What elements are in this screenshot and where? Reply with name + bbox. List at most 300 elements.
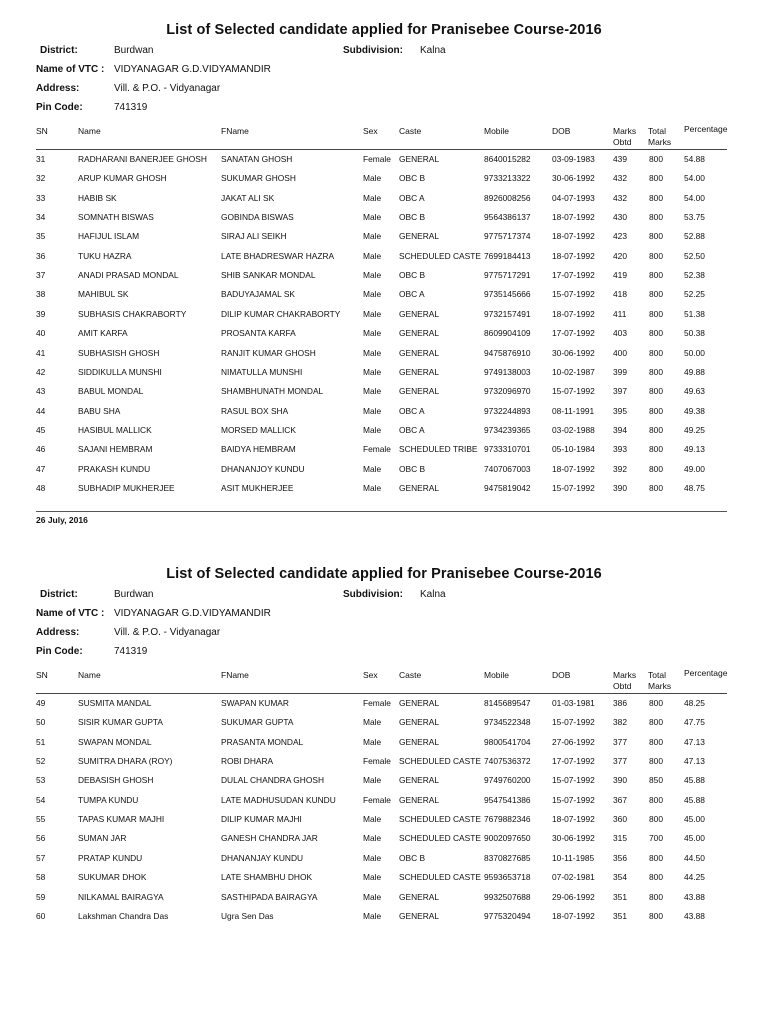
cell-sex: Male (363, 852, 382, 863)
cell-caste: OBC B (399, 212, 426, 223)
cell-fname: Ugra Sen Das (221, 910, 274, 921)
cell-sn: 60 (36, 910, 46, 921)
col-total-marks-header: Total Marks (648, 126, 672, 147)
cell-total-marks: 800 (649, 444, 663, 455)
cell-sn: 32 (36, 173, 46, 184)
cell-percentage: 47.13 (684, 756, 705, 767)
cell-percentage: 52.25 (684, 289, 705, 300)
cell-percentage: 43.88 (684, 910, 705, 921)
table-row (0, 892, 768, 911)
cell-dob: 01-03-1981 (552, 698, 595, 708)
cell-mobile: 8640015282 (484, 154, 531, 164)
cell-mobile: 9002097650 (484, 833, 531, 844)
cell-sn: 52 (36, 756, 46, 767)
cell-name: SAJANI HEMBRAM (78, 444, 153, 455)
cell-fname: PROSANTA KARFA (221, 328, 296, 339)
cell-caste: OBC A (399, 192, 425, 203)
cell-mobile: 9749760200 (484, 775, 531, 786)
cell-percentage: 52.50 (684, 250, 705, 261)
cell-mobile: 9733213322 (484, 173, 531, 184)
cell-mobile: 9775717291 (484, 270, 531, 281)
cell-fname: JAKAT ALI SK (221, 192, 275, 203)
cell-total-marks: 800 (649, 154, 663, 164)
table-row (0, 231, 768, 250)
table-row (0, 173, 768, 192)
cell-caste: OBC B (399, 852, 426, 863)
cell-caste: GENERAL (399, 482, 440, 493)
cell-total-marks: 800 (649, 794, 663, 805)
subdivision-label: Subdivision: (343, 589, 403, 600)
cell-fname: BAIDYA HEMBRAM (221, 444, 296, 455)
cell-dob: 18-07-1992 (552, 814, 595, 825)
cell-sn: 50 (36, 717, 46, 728)
col-fname-header: FName (221, 126, 249, 136)
cell-dob: 05-10-1984 (552, 444, 595, 455)
address-label: Address: (36, 627, 80, 638)
table-row (0, 193, 768, 212)
cell-marks-obtd: 400 (613, 347, 627, 358)
cell-caste: SCHEDULED CASTE (399, 756, 481, 767)
col-caste-header: Caste (399, 126, 422, 136)
cell-percentage: 49.13 (684, 444, 705, 455)
cell-marks-obtd: 418 (613, 289, 627, 300)
cell-caste: SCHEDULED CASTE (399, 833, 481, 844)
cell-sn: 53 (36, 775, 46, 786)
cell-sex: Male (363, 775, 382, 786)
col-name-header: Name (78, 670, 101, 680)
table-row (0, 406, 768, 425)
cell-sex: Male (363, 366, 382, 377)
cell-name: HABIB SK (78, 192, 117, 203)
cell-total-marks: 800 (649, 482, 663, 493)
cell-total-marks: 800 (649, 910, 663, 921)
cell-fname: LATE BHADRESWAR HAZRA (221, 250, 335, 261)
cell-mobile: 7699184413 (484, 250, 531, 261)
col-percentage-header: Percentage (684, 124, 728, 134)
cell-mobile: 9547541386 (484, 794, 531, 805)
col-marks-obtd-header: Marks Obtd (613, 126, 637, 147)
cell-marks-obtd: 399 (613, 366, 627, 377)
cell-sex: Male (363, 173, 382, 184)
cell-dob: 15-07-1992 (552, 717, 595, 728)
cell-dob: 10-11-1985 (552, 852, 595, 863)
table-row (0, 367, 768, 386)
cell-sex: Male (363, 212, 382, 223)
cell-dob: 07-02-1981 (552, 872, 595, 883)
cell-total-marks: 800 (649, 405, 663, 416)
address-label: Address: (36, 83, 80, 94)
cell-dob: 18-07-1992 (552, 212, 595, 223)
cell-sn: 42 (36, 366, 46, 377)
cell-percentage: 48.25 (684, 698, 705, 708)
cell-mobile: 9732157491 (484, 308, 531, 319)
cell-name: DEBASISH GHOSH (78, 775, 154, 786)
cell-total-marks: 800 (649, 366, 663, 377)
cell-sex: Male (363, 308, 382, 319)
cell-fname: DILIP KUMAR MAJHI (221, 814, 302, 825)
cell-fname: RASUL BOX SHA (221, 405, 289, 416)
cell-sex: Female (363, 444, 391, 455)
cell-sex: Male (363, 192, 382, 203)
cell-mobile: 9733310701 (484, 444, 531, 455)
cell-mobile: 9475876910 (484, 347, 531, 358)
cell-caste: OBC A (399, 424, 425, 435)
cell-caste: GENERAL (399, 736, 440, 747)
cell-marks-obtd: 397 (613, 386, 627, 397)
table-row (0, 309, 768, 328)
cell-dob: 17-07-1992 (552, 270, 595, 281)
district-value: Burdwan (114, 589, 154, 600)
cell-fname: SWAPAN KUMAR (221, 698, 289, 708)
cell-fname: BADUYAJAMAL SK (221, 289, 295, 300)
cell-percentage: 44.50 (684, 852, 705, 863)
cell-sex: Male (363, 231, 382, 242)
cell-sn: 33 (36, 192, 46, 203)
cell-percentage: 51.38 (684, 308, 705, 319)
cell-sex: Male (363, 250, 382, 261)
cell-sex: Male (363, 270, 382, 281)
col-sn-header: SN (36, 670, 48, 680)
col-sex-header: Sex (363, 670, 378, 680)
district-value: Burdwan (114, 45, 154, 56)
pin-label: Pin Code: (36, 646, 83, 657)
table-row (0, 464, 768, 483)
pin-value: 741319 (114, 646, 148, 657)
cell-mobile: 9564386137 (484, 212, 531, 223)
cell-marks-obtd: 430 (613, 212, 627, 223)
cell-sn: 40 (36, 328, 46, 339)
cell-sex: Female (363, 698, 391, 708)
cell-fname: DULAL CHANDRA GHOSH (221, 775, 325, 786)
cell-total-marks: 800 (649, 386, 663, 397)
cell-name: MAHIBUL SK (78, 289, 129, 300)
footer-divider (36, 511, 727, 512)
cell-percentage: 54.88 (684, 154, 705, 164)
cell-caste: SCHEDULED TRIBE (399, 444, 478, 455)
col-dob-header: DOB (552, 126, 571, 136)
cell-total-marks: 800 (649, 463, 663, 474)
cell-dob: 18-07-1992 (552, 250, 595, 261)
cell-total-marks: 850 (649, 775, 663, 786)
cell-fname: ASIT MUKHERJEE (221, 482, 294, 493)
vtc-value: VIDYANAGAR G.D.VIDYAMANDIR (114, 608, 271, 619)
table-row (0, 154, 768, 173)
cell-sn: 54 (36, 794, 46, 805)
cell-sex: Male (363, 910, 382, 921)
cell-name: SISIR KUMAR GUPTA (78, 717, 164, 728)
cell-percentage: 53.75 (684, 212, 705, 223)
cell-total-marks: 800 (649, 736, 663, 747)
table-row (0, 814, 768, 833)
cell-caste: SCHEDULED CASTE (399, 250, 481, 261)
table-row (0, 444, 768, 463)
col-sex-header: Sex (363, 126, 378, 136)
cell-total-marks: 800 (649, 891, 663, 902)
cell-fname: LATE MADHUSUDAN KUNDU (221, 794, 336, 805)
subdivision-value: Kalna (420, 45, 446, 56)
table-row (0, 737, 768, 756)
cell-dob: 03-09-1983 (552, 154, 595, 164)
cell-sn: 55 (36, 814, 46, 825)
cell-fname: ROBI DHARA (221, 756, 274, 767)
cell-sn: 36 (36, 250, 46, 261)
cell-marks-obtd: 351 (613, 910, 627, 921)
cell-sex: Female (363, 756, 391, 767)
cell-name: ARUP KUMAR GHOSH (78, 173, 167, 184)
cell-sex: Female (363, 154, 391, 164)
cell-percentage: 52.38 (684, 270, 705, 281)
cell-total-marks: 800 (649, 173, 663, 184)
cell-percentage: 47.75 (684, 717, 705, 728)
cell-sn: 38 (36, 289, 46, 300)
cell-mobile: 9734522348 (484, 717, 531, 728)
table-row (0, 270, 768, 289)
cell-name: SUSMITA MANDAL (78, 698, 152, 708)
cell-fname: SUKUMAR GHOSH (221, 173, 296, 184)
cell-total-marks: 800 (649, 308, 663, 319)
vtc-value: VIDYANAGAR G.D.VIDYAMANDIR (114, 64, 271, 75)
cell-sn: 48 (36, 482, 46, 493)
col-fname-header: FName (221, 670, 249, 680)
cell-caste: GENERAL (399, 328, 440, 339)
table-row (0, 212, 768, 231)
cell-caste: GENERAL (399, 891, 440, 902)
cell-dob: 08-11-1991 (552, 405, 595, 416)
cell-name: ANADI PRASAD MONDAL (78, 270, 179, 281)
cell-name: SOMNATH BISWAS (78, 212, 154, 223)
cell-name: PRATAP KUNDU (78, 852, 143, 863)
page-title: List of Selected candidate applied for Pranisebee Course-2016 (166, 22, 602, 38)
cell-sn: 51 (36, 736, 46, 747)
cell-total-marks: 800 (649, 347, 663, 358)
pin-label: Pin Code: (36, 102, 83, 113)
cell-name: SUMITRA DHARA (ROY) (78, 756, 173, 767)
cell-fname: GOBINDA BISWAS (221, 212, 294, 223)
header-divider (36, 693, 727, 694)
cell-dob: 15-07-1992 (552, 775, 595, 786)
pin-value: 741319 (114, 102, 148, 113)
cell-sn: 39 (36, 308, 46, 319)
cell-percentage: 50.00 (684, 347, 705, 358)
cell-marks-obtd: 423 (613, 231, 627, 242)
col-mobile-header: Mobile (484, 126, 510, 136)
cell-mobile: 9732244893 (484, 405, 531, 416)
cell-total-marks: 800 (649, 424, 663, 435)
cell-name: NILKAMAL BAIRAGYA (78, 891, 164, 902)
cell-dob: 15-07-1992 (552, 386, 595, 397)
table-row (0, 853, 768, 872)
cell-marks-obtd: 419 (613, 270, 627, 281)
cell-percentage: 54.00 (684, 173, 705, 184)
cell-mobile: 9932507688 (484, 891, 531, 902)
table-row (0, 872, 768, 891)
cell-sex: Male (363, 463, 382, 474)
cell-mobile: 7407067003 (484, 463, 531, 474)
cell-mobile: 9775717374 (484, 231, 531, 242)
cell-fname: SHAMBHUNATH MONDAL (221, 386, 324, 397)
cell-dob: 30-06-1992 (552, 173, 595, 184)
cell-name: PRAKASH KUNDU (78, 463, 151, 474)
cell-caste: GENERAL (399, 717, 440, 728)
cell-fname: DHANANJAY KUNDU (221, 852, 304, 863)
cell-name: SUMAN JAR (78, 833, 127, 844)
cell-caste: GENERAL (399, 775, 440, 786)
header-divider (36, 149, 727, 150)
cell-mobile: 9735145666 (484, 289, 531, 300)
cell-sex: Male (363, 482, 382, 493)
cell-fname: SASTHIPADA BAIRAGYA (221, 891, 318, 902)
cell-sex: Male (363, 328, 382, 339)
cell-percentage: 47.13 (684, 736, 705, 747)
cell-percentage: 49.25 (684, 424, 705, 435)
cell-fname: MORSED MALLICK (221, 424, 296, 435)
cell-sex: Male (363, 405, 382, 416)
col-caste-header: Caste (399, 670, 422, 680)
cell-marks-obtd: 377 (613, 736, 627, 747)
cell-caste: OBC B (399, 463, 426, 474)
cell-mobile: 8370827685 (484, 852, 531, 863)
cell-mobile: 9475819042 (484, 482, 531, 493)
cell-marks-obtd: 420 (613, 250, 627, 261)
cell-caste: OBC A (399, 289, 425, 300)
cell-name: BABUL MONDAL (78, 386, 144, 397)
cell-total-marks: 700 (649, 833, 663, 844)
cell-marks-obtd: 354 (613, 872, 627, 883)
cell-dob: 30-06-1992 (552, 347, 595, 358)
cell-fname: SANATAN GHOSH (221, 154, 293, 164)
cell-sn: 31 (36, 154, 46, 164)
cell-sn: 46 (36, 444, 46, 455)
subdivision-value: Kalna (420, 589, 446, 600)
cell-caste: OBC A (399, 405, 425, 416)
cell-name: RADHARANI BANERJEE GHOSH (78, 154, 207, 164)
cell-fname: DILIP KUMAR CHAKRABORTY (221, 308, 341, 319)
cell-marks-obtd: 432 (613, 192, 627, 203)
cell-dob: 18-07-1992 (552, 231, 595, 242)
cell-sex: Male (363, 424, 382, 435)
cell-name: TUKU HAZRA (78, 250, 132, 261)
cell-marks-obtd: 394 (613, 424, 627, 435)
cell-dob: 27-06-1992 (552, 736, 595, 747)
address-value: Vill. & P.O. - Vidyanagar (114, 627, 221, 638)
cell-name: SUBHASIS CHAKRABORTY (78, 308, 187, 319)
cell-name: SUBHASISH GHOSH (78, 347, 160, 358)
cell-total-marks: 800 (649, 872, 663, 883)
cell-caste: GENERAL (399, 794, 440, 805)
cell-sn: 37 (36, 270, 46, 281)
table-row (0, 795, 768, 814)
cell-sn: 41 (36, 347, 46, 358)
cell-percentage: 52.88 (684, 231, 705, 242)
col-sn-header: SN (36, 126, 48, 136)
cell-marks-obtd: 392 (613, 463, 627, 474)
cell-sn: 58 (36, 872, 46, 883)
cell-sex: Male (363, 347, 382, 358)
cell-mobile: 8609904109 (484, 328, 531, 339)
cell-sn: 57 (36, 852, 46, 863)
cell-fname: DHANANJOY KUNDU (221, 463, 305, 474)
cell-marks-obtd: 382 (613, 717, 627, 728)
cell-dob: 18-07-1992 (552, 910, 595, 921)
cell-dob: 10-02-1987 (552, 366, 595, 377)
cell-total-marks: 800 (649, 814, 663, 825)
table-row (0, 911, 768, 930)
cell-caste: GENERAL (399, 347, 440, 358)
cell-marks-obtd: 411 (613, 308, 627, 319)
table-row (0, 348, 768, 367)
cell-name: HASIBUL MALLICK (78, 424, 152, 435)
table-row (0, 425, 768, 444)
cell-mobile: 7679882346 (484, 814, 531, 825)
cell-sex: Male (363, 717, 382, 728)
cell-name: BABU SHA (78, 405, 121, 416)
cell-total-marks: 800 (649, 289, 663, 300)
cell-dob: 17-07-1992 (552, 756, 595, 767)
cell-total-marks: 800 (649, 717, 663, 728)
cell-percentage: 54.00 (684, 192, 705, 203)
table-row (0, 251, 768, 270)
cell-name: SUKUMAR DHOK (78, 872, 147, 883)
cell-fname: LATE SHAMBHU DHOK (221, 872, 313, 883)
cell-total-marks: 800 (649, 231, 663, 242)
cell-marks-obtd: 367 (613, 794, 627, 805)
cell-dob: 15-07-1992 (552, 289, 595, 300)
cell-caste: GENERAL (399, 386, 440, 397)
cell-marks-obtd: 393 (613, 444, 627, 455)
cell-fname: SHIB SANKAR MONDAL (221, 270, 316, 281)
cell-name: TUMPA KUNDU (78, 794, 139, 805)
cell-percentage: 45.88 (684, 794, 705, 805)
cell-dob: 03-02-1988 (552, 424, 595, 435)
cell-marks-obtd: 377 (613, 756, 627, 767)
table-row (0, 775, 768, 794)
cell-caste: GENERAL (399, 698, 440, 708)
table-row (0, 289, 768, 308)
cell-sn: 35 (36, 231, 46, 242)
cell-caste: GENERAL (399, 308, 440, 319)
cell-dob: 15-07-1992 (552, 482, 595, 493)
cell-percentage: 49.00 (684, 463, 705, 474)
table-row (0, 717, 768, 736)
cell-total-marks: 800 (649, 270, 663, 281)
cell-fname: SIRAJ ALI SEIKH (221, 231, 287, 242)
cell-caste: OBC B (399, 173, 426, 184)
cell-total-marks: 800 (649, 192, 663, 203)
cell-caste: GENERAL (399, 366, 440, 377)
cell-dob: 17-07-1992 (552, 328, 595, 339)
cell-caste: GENERAL (399, 231, 440, 242)
cell-marks-obtd: 351 (613, 891, 627, 902)
cell-mobile: 9732096970 (484, 386, 531, 397)
footer-date: 26 July, 2016 (36, 515, 88, 525)
cell-total-marks: 800 (649, 212, 663, 223)
cell-percentage: 49.38 (684, 405, 705, 416)
col-marks-obtd-header: Marks Obtd (613, 670, 637, 691)
cell-name: SUBHADIP MUKHERJEE (78, 482, 175, 493)
table-row (0, 756, 768, 775)
cell-caste: OBC B (399, 270, 426, 281)
table-row (0, 833, 768, 852)
cell-marks-obtd: 390 (613, 482, 627, 493)
cell-marks-obtd: 356 (613, 852, 627, 863)
cell-mobile: 8926008256 (484, 192, 531, 203)
vtc-label: Name of VTC : (36, 64, 105, 75)
cell-marks-obtd: 390 (613, 775, 627, 786)
cell-fname: NIMATULLA MUNSHI (221, 366, 303, 377)
cell-sn: 49 (36, 698, 46, 708)
cell-name: SIDDIKULLA MUNSHI (78, 366, 162, 377)
cell-marks-obtd: 395 (613, 405, 627, 416)
